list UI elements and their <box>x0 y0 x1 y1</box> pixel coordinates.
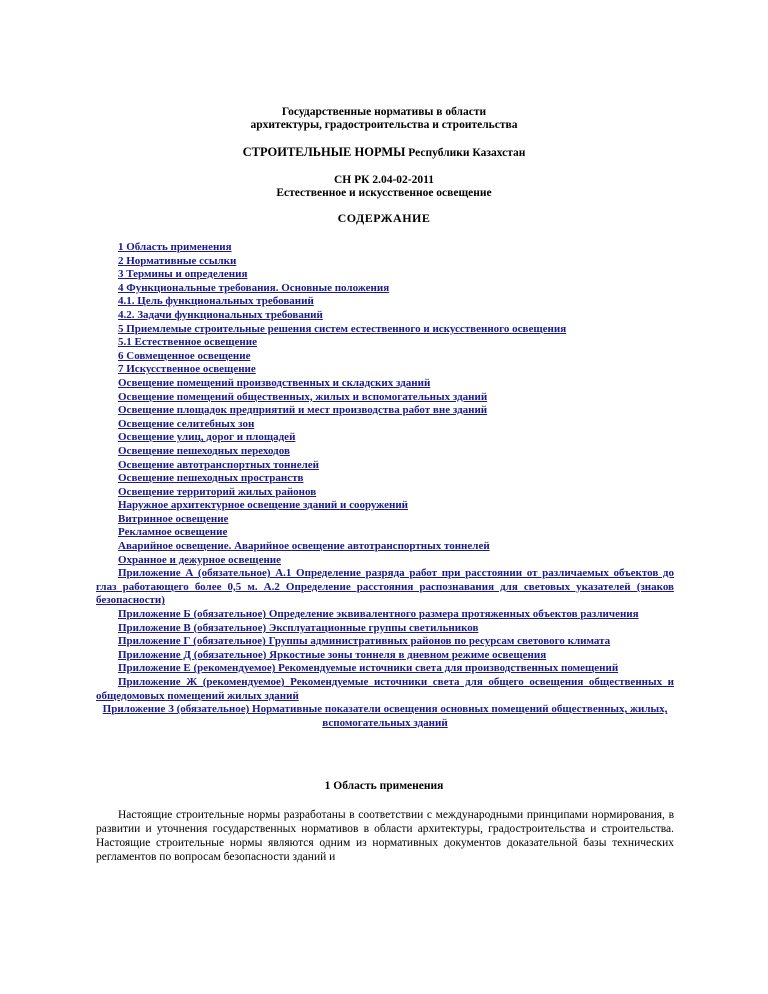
section-paragraph: Настоящие строительные нормы разработаны в соответствии с международными принципами нормирования, в развитии и уточнения государственных нормативов в области архитектуры, градостроительства и строительства. Настоящие строительные нормы являются одним из нормативных документов доказательной базы технических регламентов по вопросам безопасности зданий и <box>96 809 674 863</box>
toc-link[interactable]: 4 Функциональные требования. Основные положения <box>118 281 390 294</box>
toc-link-appendix-b[interactable]: Приложение Б (обязательное) Определение эквивалентного размера протяженных объектов различения <box>118 608 639 621</box>
toc-link[interactable]: 7 Искусственное освещение <box>118 363 256 376</box>
toc-title: СОДЕРЖАНИЕ <box>337 211 431 225</box>
toc-link-appendix-z[interactable]: Приложение З (обязательное) Нормативные показатели освещения основных помещений общественных, жилых, вспомогательных зданий <box>102 703 668 729</box>
toc-link[interactable]: 1 Область применения <box>118 241 232 253</box>
toc-link[interactable]: 2 Нормативные ссылки <box>118 254 237 267</box>
toc-link-appendix-e[interactable]: Приложение Е (рекомендуемое) Рекомендуемые источники света для производственных помещений <box>118 662 619 675</box>
toc-link[interactable]: 5 Приемлемые строительные решения систем естественного и искусственного освещения <box>118 322 567 335</box>
table-of-contents <box>96 241 674 730</box>
toc-link[interactable]: Наружное архитектурное освещение зданий и сооружений <box>118 499 409 512</box>
header-line-2: архитектуры, градостроительства и строительства <box>250 119 518 131</box>
document-header <box>0 106 768 214</box>
toc-link[interactable]: 6 Совмещенное освещение <box>118 349 251 362</box>
toc-link[interactable]: Освещение территорий жилых районов <box>118 485 317 498</box>
toc-link-appendix-zh[interactable]: Приложение Ж (рекомендуемое) Рекомендуемые источники света для общего освещения общественных и общедомовых помещений жилых зданий <box>96 676 674 702</box>
toc-link[interactable]: Освещение площадок предприятий и мест производства работ вне зданий <box>118 404 488 417</box>
toc-link[interactable]: Освещение пешеходных пространств <box>118 472 304 485</box>
toc-link[interactable]: 3 Термины и определения <box>118 268 248 281</box>
document-subject: Естественное и искусственное освещение <box>276 187 492 199</box>
toc-link-appendix-g[interactable]: Приложение Г (обязательное) Группы административных районов по ресурсам светового климата <box>118 635 611 648</box>
norms-caps: СТРОИТЕЛЬНЫЕ НОРМЫ <box>242 145 406 159</box>
toc-link[interactable]: Освещение помещений общественных, жилых и вспомогательных зданий <box>118 390 488 403</box>
section-heading: 1 Область применения <box>324 780 444 792</box>
toc-link[interactable]: Рекламное освещение <box>118 526 228 539</box>
toc-link[interactable]: 5.1 Естественное освещение <box>118 336 257 349</box>
toc-link-appendix-d[interactable]: Приложение Д (обязательное) Яркостные зоны тоннеля в дневном режиме освещения <box>118 648 547 661</box>
header-line-1: Государственные нормативы в области <box>281 106 487 118</box>
toc-link-appendix-v[interactable]: Приложение В (обязательное) Эксплуатационные группы светильников <box>118 621 479 634</box>
toc-link[interactable]: Аварийное освещение. Аварийное освещение автотранспортных тоннелей <box>118 540 490 553</box>
toc-link-appendix-a[interactable]: Приложение А (обязательное) А.1 Определение разряда работ при расстоянии от различаемых объектов до глаз работающего более 0,5 м. А.2 Определение расстояния распознавания для световых указателей (знаков безопасности) <box>96 567 674 607</box>
document-code: СН РК 2.04-02-2011 <box>333 174 434 186</box>
toc-link[interactable]: Освещение улиц, дорог и площадей <box>118 431 296 444</box>
toc-link[interactable]: Освещение помещений производственных и складских зданий <box>118 376 431 389</box>
toc-link[interactable]: Освещение автотранспортных тоннелей <box>118 458 319 471</box>
toc-link[interactable]: 4.2. Задачи функциональных требований <box>118 308 323 321</box>
standard-title <box>0 146 768 160</box>
norms-rest: Республики Казахстан <box>405 147 526 159</box>
toc-link[interactable]: 4.1. Цель функциональных требований <box>118 295 314 308</box>
toc-link[interactable]: Охранное и дежурное освещение <box>118 553 282 566</box>
toc-link[interactable]: Освещение селитебных зон <box>118 417 255 430</box>
toc-link[interactable]: Витринное освещение <box>118 512 229 525</box>
toc-link[interactable]: Освещение пешеходных переходов <box>118 444 290 457</box>
